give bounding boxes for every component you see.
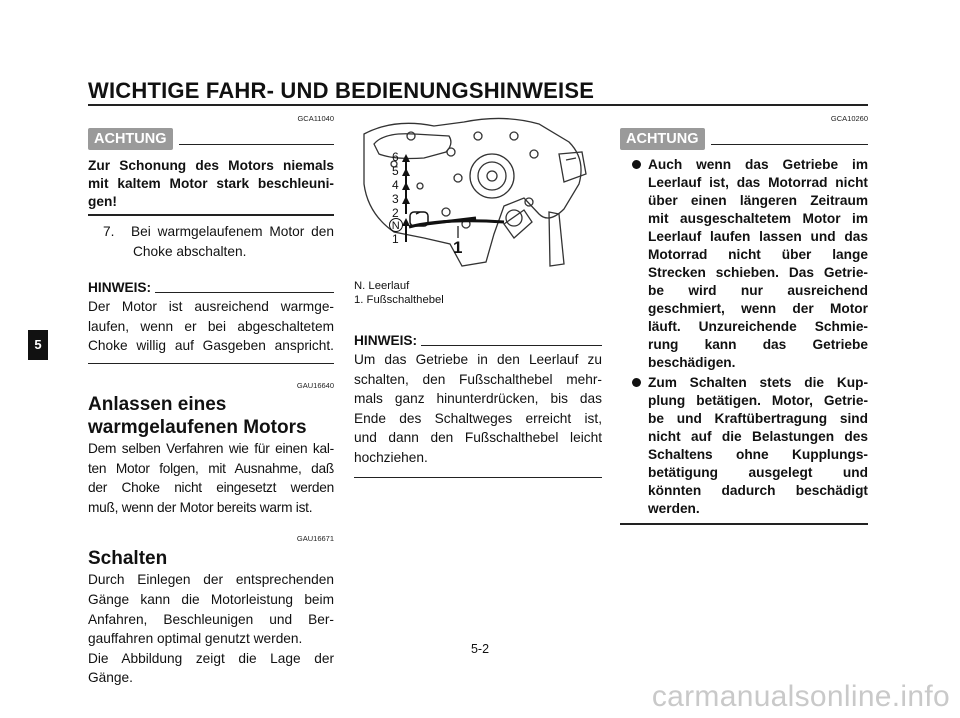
column-middle <box>354 114 602 478</box>
caution-line <box>711 144 869 145</box>
neutral-label: N <box>391 220 400 233</box>
section-body: Durch Einlegen der entsprechenden Gänge kann die Motorleistung beim Anfahren, Beschleunigen und Ber- gauffahren optimal genutzt werden. Die Abbildung zeigt die Lage der Gänge. <box>88 572 334 686</box>
page-title: WICHTIGE FAHR- UND BEDIENUNGSHINWEISE <box>88 78 595 103</box>
hinweis-header <box>354 332 602 349</box>
hinweis-line <box>155 292 334 293</box>
caution-label: ACHTUNG <box>88 128 173 150</box>
title-rule <box>88 104 868 106</box>
bullet-text: Zum Schalten stets die Kup- plung betätigen. Motor, Getrie- be und Kraftübertragung sind nicht auf die Belastungen des Schaltens ohne Kupplungs- betätigung ausgelegt und könnten dadurch beschädigt werden. <box>648 375 868 516</box>
caution-bullet <box>620 156 868 372</box>
column-right <box>620 114 868 525</box>
caution-header <box>88 128 334 150</box>
hinweis-text: Um das Getriebe in den Leerlauf zu schalten, den Fußschalthebel mehr- mals ganz hinunterdrücken, bis das Ende des Schaltweges erreicht ist, und dann den Fußschalthebel leicht hochziehen. <box>354 352 602 465</box>
bullet-icon <box>632 378 641 387</box>
caution-text: Zur Schonung des Motors niemals mit kaltem Motor stark beschleuni- gen! <box>88 158 334 209</box>
section-heading: Anlassen eines warmgelaufenen Motors <box>88 393 307 438</box>
hinweis-end-rule <box>354 477 602 478</box>
gear-label: 6 <box>392 150 399 164</box>
hinweis-end-rule <box>88 363 334 364</box>
shift-pattern-figure <box>354 114 602 274</box>
hinweis-label: HINWEIS: <box>354 333 418 348</box>
gear-label: 3 <box>392 192 399 206</box>
bullet-icon <box>632 160 641 169</box>
column-left <box>88 114 334 688</box>
section-heading: Schalten <box>88 548 168 570</box>
watermark: carmanualsonline.info <box>651 680 950 713</box>
step-text: Bei warmgelaufenem Motor den Choke abschalten. <box>131 224 334 259</box>
chapter-tab[interactable]: 5 <box>28 330 48 360</box>
page-number: 5-2 <box>470 642 490 656</box>
section-body: Dem selben Verfahren wie für einen kal- ten Motor folgen, mit Ausnahme, daß der Choke nicht eingesetzt werden muß, wenn der Motor bereits warm ist. <box>88 440 334 515</box>
section-ref: GAU16640 <box>296 380 334 390</box>
section-ref: GAU16671 <box>296 534 334 544</box>
hinweis-label: HINWEIS: <box>88 280 152 296</box>
caution-ref: GCA10260 <box>830 114 868 123</box>
caution-label: ACHTUNG <box>620 128 705 150</box>
caution-end-rule <box>620 523 868 525</box>
caution-line <box>179 144 335 145</box>
caution-header <box>620 128 868 150</box>
caution-bullet <box>620 374 868 518</box>
figure-caption: N. Leerlauf 1. Fußschalthebel <box>354 280 444 306</box>
step-item <box>88 222 334 261</box>
bullet-text: Auch wenn das Getriebe im Leerlauf ist, das Motorrad nicht über einen längeren Zeitraum mit ausgeschaltetem Motor im Leerlauf laufen lassen und das Motorrad nicht über lange Strecken schieben. Das Getrie- be wird nur ausreichend geschmiert, wenn der Motor läuft. Unzureichende Schmie- rung kann das Getriebe beschädigen. <box>648 157 868 370</box>
gear-label: 2 <box>392 206 399 220</box>
engine-illustration <box>354 114 602 274</box>
gear-label: 1 <box>392 232 399 246</box>
hinweis-line <box>421 345 602 346</box>
gear-label: 4 <box>392 178 399 192</box>
caution-ref: GCA11040 <box>297 114 334 123</box>
gear-label: 5 <box>392 164 399 178</box>
hinweis-header <box>88 279 334 296</box>
callout-number: 1 <box>453 238 463 257</box>
step-number: 7. <box>103 224 115 239</box>
hinweis-text: Der Motor ist ausreichend warmge- laufen, wenn er bei abgeschaltetem Choke willig auf Gasgeben anspricht. <box>88 299 334 354</box>
caution-end-rule <box>88 214 334 216</box>
